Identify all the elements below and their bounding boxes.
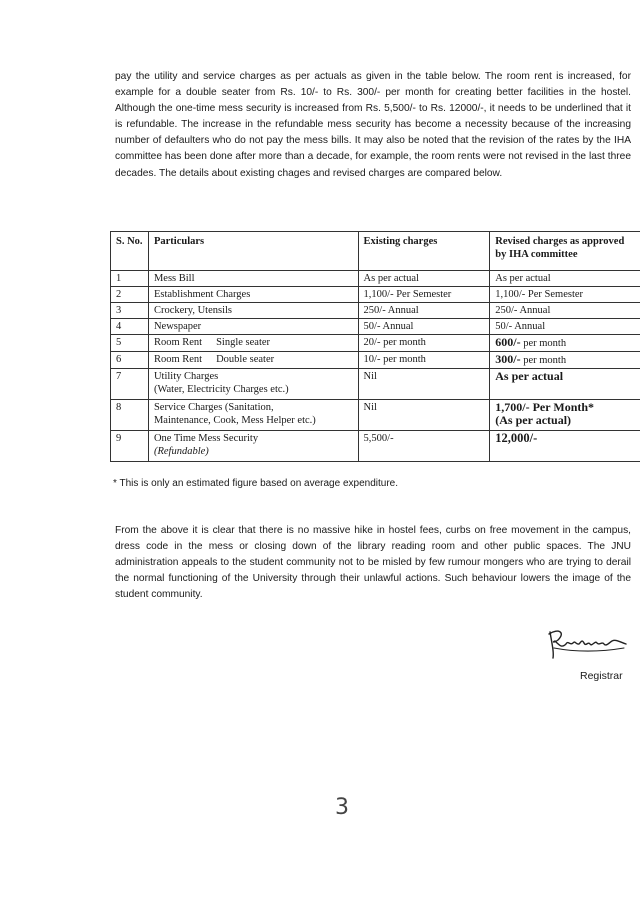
particular-label: One Time Mess Security	[153, 433, 259, 444]
revised-note: (As per actual)	[495, 413, 572, 427]
row-existing: 10/- per month	[358, 352, 490, 369]
row-revised: As per actual	[490, 369, 640, 400]
header-particulars: Particulars	[148, 232, 358, 271]
row-revised: 250/- Annual	[490, 303, 640, 319]
revised-unit: per month	[523, 355, 567, 366]
revised-amount: 1,700/- Per Month*	[495, 400, 595, 414]
row-particular: Newspaper	[148, 319, 358, 335]
table-row	[111, 303, 640, 319]
row-particular	[148, 335, 358, 352]
row-existing: 50/- Annual	[358, 319, 490, 335]
table-row	[111, 400, 640, 431]
registrar-label: Registrar	[580, 670, 623, 682]
row-sno: 2	[111, 287, 149, 303]
header-existing: Existing charges	[358, 232, 490, 271]
table-row	[111, 369, 640, 400]
row-sno: 1	[111, 271, 149, 287]
row-revised	[490, 400, 640, 431]
particular-sub: Single seater	[216, 337, 271, 348]
table-header-row	[111, 232, 640, 271]
row-particular: Crockery, Utensils	[148, 303, 358, 319]
table-footnote: * This is only an estimated figure based on average expenditure.	[113, 478, 398, 489]
row-revised: 50/- Annual	[490, 319, 640, 335]
particular-label: Utility Charges	[153, 371, 219, 382]
particular-label: Room Rent	[153, 354, 203, 365]
row-particular: Mess Bill	[148, 271, 358, 287]
signature-image	[540, 622, 630, 662]
page-number: 3	[335, 795, 349, 820]
row-revised: 12,000/-	[490, 431, 640, 462]
revised-amount: 600/-	[495, 335, 521, 349]
revised-unit: per month	[523, 338, 567, 349]
row-sno: 7	[111, 369, 149, 400]
row-particular: Establishment Charges	[148, 287, 358, 303]
row-particular	[148, 431, 358, 462]
charges-table	[110, 231, 640, 462]
table-row	[111, 431, 640, 462]
intro-paragraph: pay the utility and service charges as per actuals as given in the table below. The room rent is increased, for example for a double seater from Rs. 10/- to Rs. 300/- per month for creating better facilities in the hostel. Although the one-time mess security is increased from Rs. 5,500/- to Rs. 12000/-, it needs to be underlined that it is refundable. The increase in the refundable mess security has become a necessity because of the increasing number of defaulters who do not pay the mess bills. It may also be noted that the revision of the rates by the IHA committee has been done after more than a decade, for example, the room rents were not revised in the last three decades. The details about existing chages and revised charges are compared below.	[115, 71, 631, 179]
row-sno: 5	[111, 335, 149, 352]
row-sno: 9	[111, 431, 149, 462]
header-sno: S. No.	[111, 232, 149, 271]
row-existing: 20/- per month	[358, 335, 490, 352]
closing-paragraph: From the above it is clear that there is no massive hike in hostel fees, curbs on free movement in the campus, dress code in the mess or closing down of the library reading room and other public spaces. The JNU administration appeals to the student community not to be misled by few rumour mongers who are trying to derail the normal functioning of the University through their unlawful actions. Such behaviour lowers the image of the student community.	[115, 525, 631, 601]
table-row	[111, 335, 640, 352]
row-existing: As per actual	[358, 271, 490, 287]
header-revised: Revised charges as approved by IHA committee	[490, 232, 640, 271]
row-existing: Nil	[358, 369, 490, 400]
row-revised: 1,100/- Per Semester	[490, 287, 640, 303]
row-particular	[148, 400, 358, 431]
row-existing: 5,500/-	[358, 431, 490, 462]
row-existing: 250/- Annual	[358, 303, 490, 319]
row-revised	[490, 352, 640, 369]
particular-detail: Maintenance, Cook, Mess Helper etc.)	[153, 415, 316, 426]
row-revised: As per actual	[490, 271, 640, 287]
particular-detail: (Water, Electricity Charges etc.)	[153, 384, 289, 395]
row-particular	[148, 352, 358, 369]
particular-detail: (Refundable)	[153, 446, 209, 457]
row-revised	[490, 335, 640, 352]
row-sno: 4	[111, 319, 149, 335]
table-row	[111, 287, 640, 303]
particular-label: Room Rent	[153, 337, 203, 348]
table-row	[111, 319, 640, 335]
row-sno: 8	[111, 400, 149, 431]
table-row	[111, 271, 640, 287]
revised-amount: 300/-	[495, 352, 521, 366]
row-particular	[148, 369, 358, 400]
row-existing: Nil	[358, 400, 490, 431]
table-row	[111, 352, 640, 369]
particular-label: Service Charges (Sanitation,	[153, 402, 274, 413]
row-sno: 3	[111, 303, 149, 319]
row-existing: 1,100/- Per Semester	[358, 287, 490, 303]
row-sno: 6	[111, 352, 149, 369]
particular-sub: Double seater	[216, 354, 275, 365]
